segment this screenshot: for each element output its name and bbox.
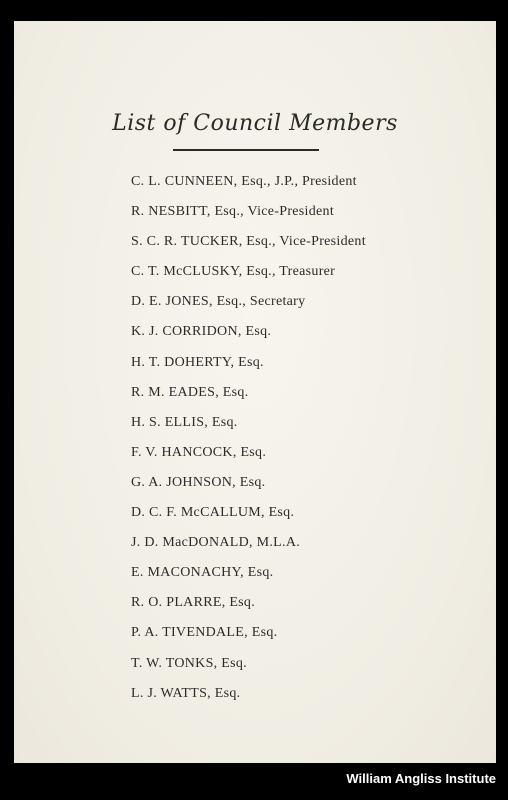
list-item: J. D. MacDONALD, M.L.A. [131, 535, 301, 551]
list-item: P. A. TIVENDALE, Esq. [131, 625, 278, 641]
list-item: H. T. DOHERTY, Esq. [131, 354, 264, 370]
page-title: List of Council Members [112, 111, 398, 136]
list-item: D. E. JONES, Esq., Secretary [131, 294, 306, 310]
list-item: C. L. CUNNEEN, Esq., J.P., President [131, 174, 357, 189]
list-item: L. J. WATTS, Esq. [131, 685, 241, 701]
list-item: E. MACONACHY, Esq. [131, 565, 274, 581]
list-item: G. A. JOHNSON, Esq. [131, 474, 266, 490]
list-item: R. O. PLARRE, Esq. [131, 595, 256, 611]
credit-watermark: William Angliss Institute [346, 771, 496, 786]
list-item: H. S. ELLIS, Esq. [131, 414, 238, 430]
list-item: C. T. McCLUSKY, Esq., Treasurer [131, 264, 336, 280]
list-item: S. C. R. TUCKER, Esq., Vice-President [131, 234, 366, 250]
list-item: R. NESBITT, Esq., Vice-President [131, 204, 335, 220]
member-list [131, 171, 366, 713]
list-item: T. W. TONKS, Esq. [131, 655, 247, 671]
list-item: K. J. CORRIDON, Esq. [131, 324, 272, 340]
list-item: D. C. F. McCALLUM, Esq. [131, 505, 295, 521]
title-underline [173, 149, 319, 151]
list-item: F. V. HANCOCK, Esq. [131, 444, 267, 460]
list-item: R. M. EADES, Esq. [131, 384, 249, 400]
document-page [14, 21, 496, 763]
